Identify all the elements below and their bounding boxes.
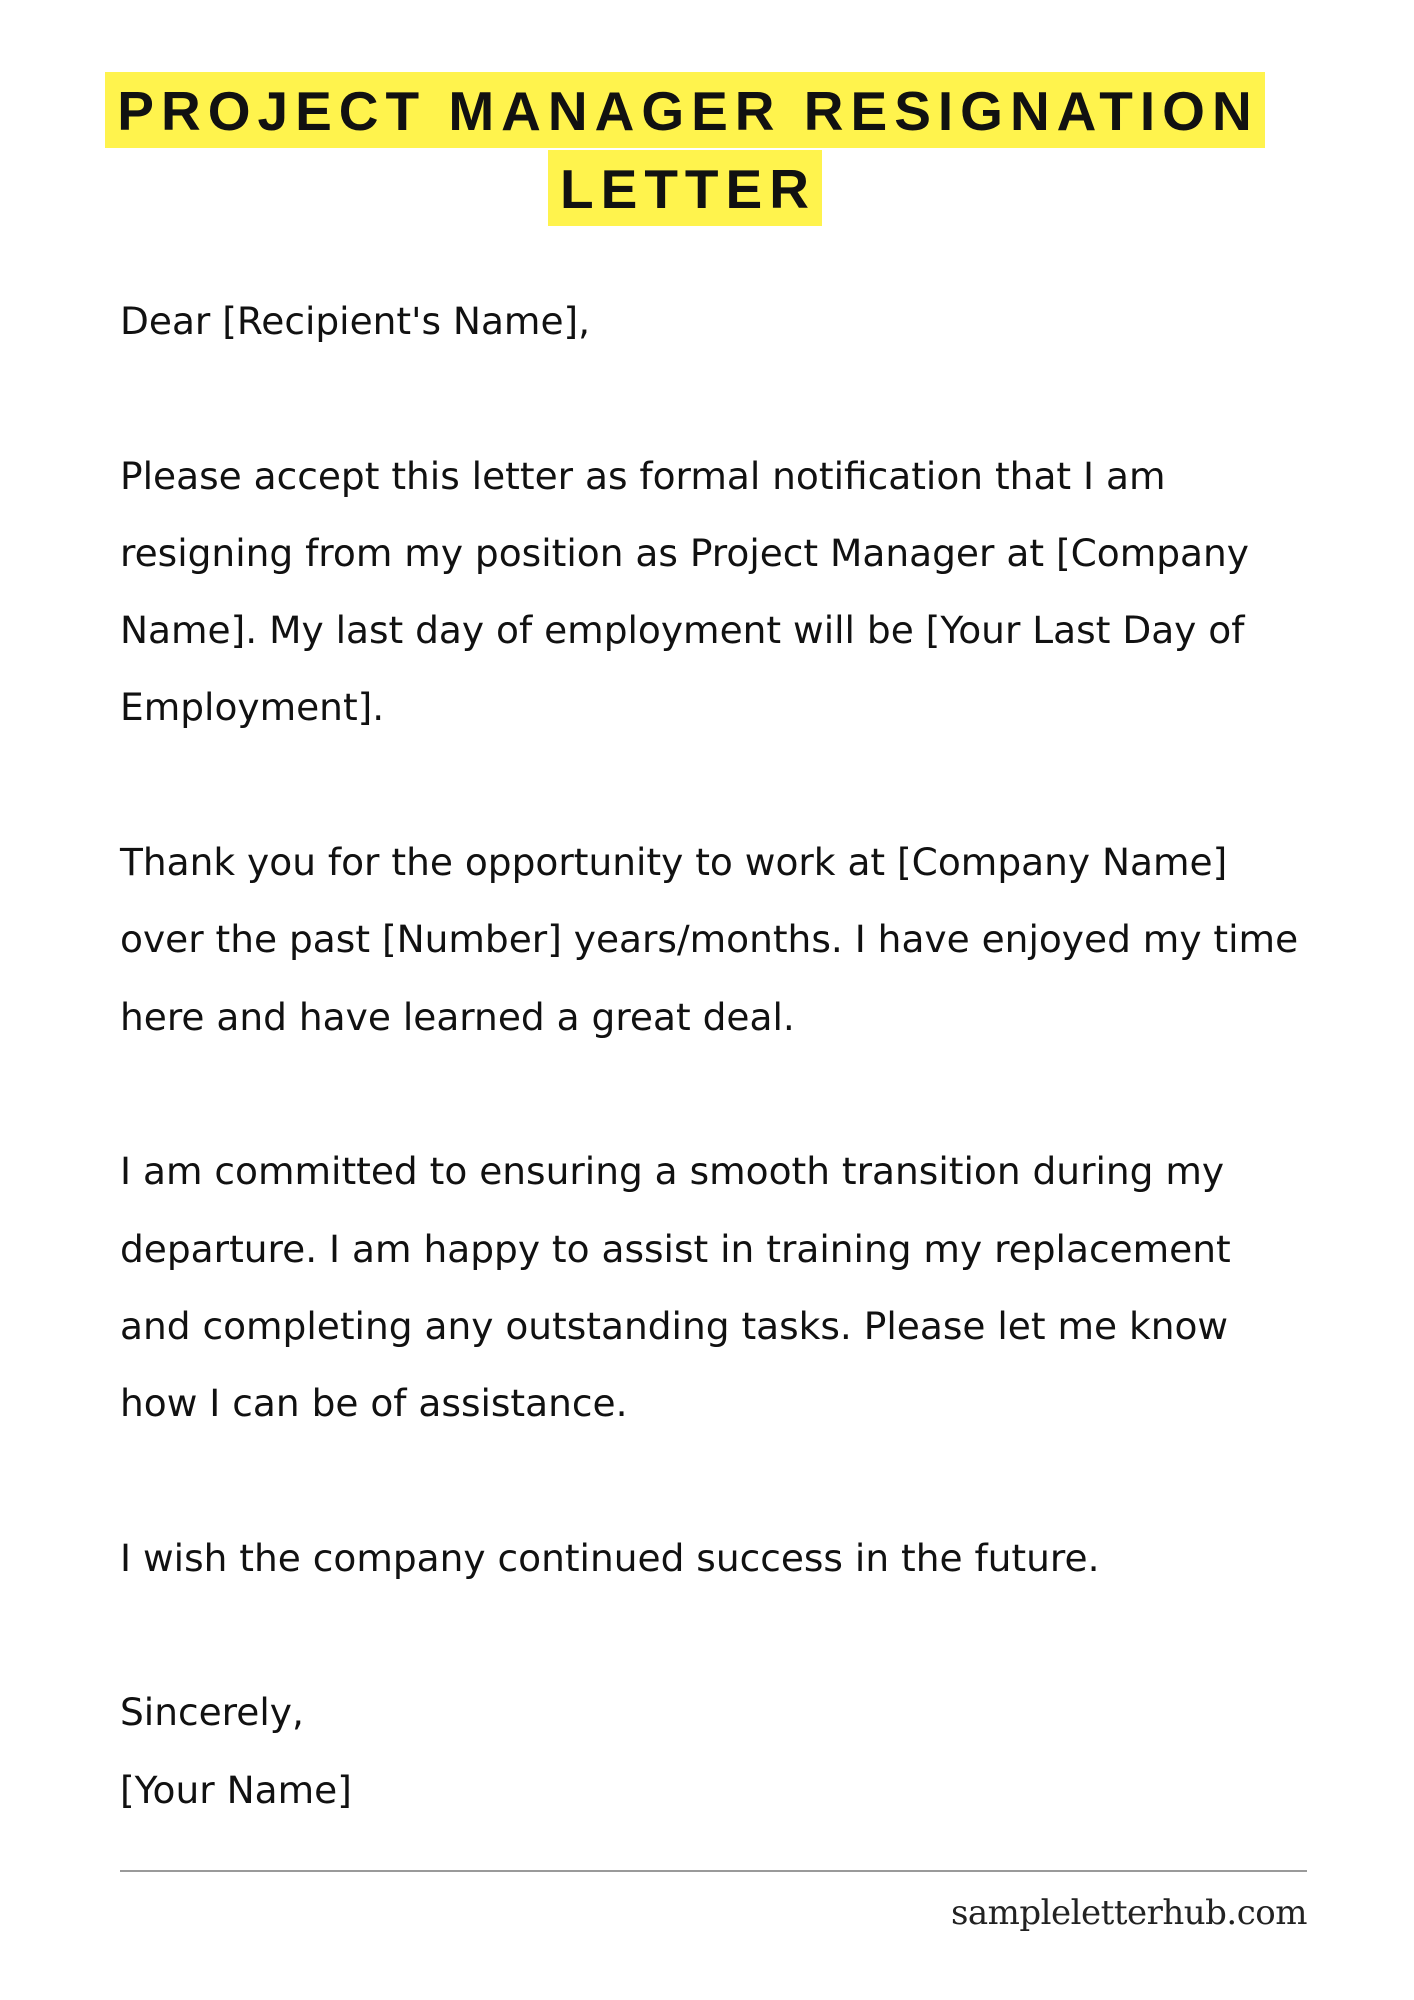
letter-body [120,283,1310,1829]
footer-divider [120,1870,1307,1872]
paragraph-gratitude: Thank you for the opportunity to work at [Company Name] over the past [Number] years/months. I have enjoyed my time here and have learned a great deal. [120,840,1299,1039]
closing: Sincerely, [120,1690,304,1735]
signature: [Your Name] [120,1767,352,1812]
title-line-2: LETTER [548,150,822,226]
salutation: Dear [Recipient's Name], [120,299,591,343]
paragraph-well-wishes: I wish the company continued success in the future. [120,1535,1100,1580]
paragraph-transition: I am committed to ensuring a smooth transition during my departure. I am happy to assist in training my replacement and completing any outstanding tasks. Please let me know how I can be of assistance. [120,1149,1231,1426]
letter-title [90,72,1280,226]
website-footer: sampleletterhub.com [950,1893,1307,1933]
title-line-1: PROJECT MANAGER RESIGNATION [105,72,1264,148]
paragraph-resignation-notice: Please accept this letter as formal notification that I am resigning from my position as Project Manager at [Company Name]. My last day of employment will be [Your Last Day of Employment]. [120,453,1249,730]
